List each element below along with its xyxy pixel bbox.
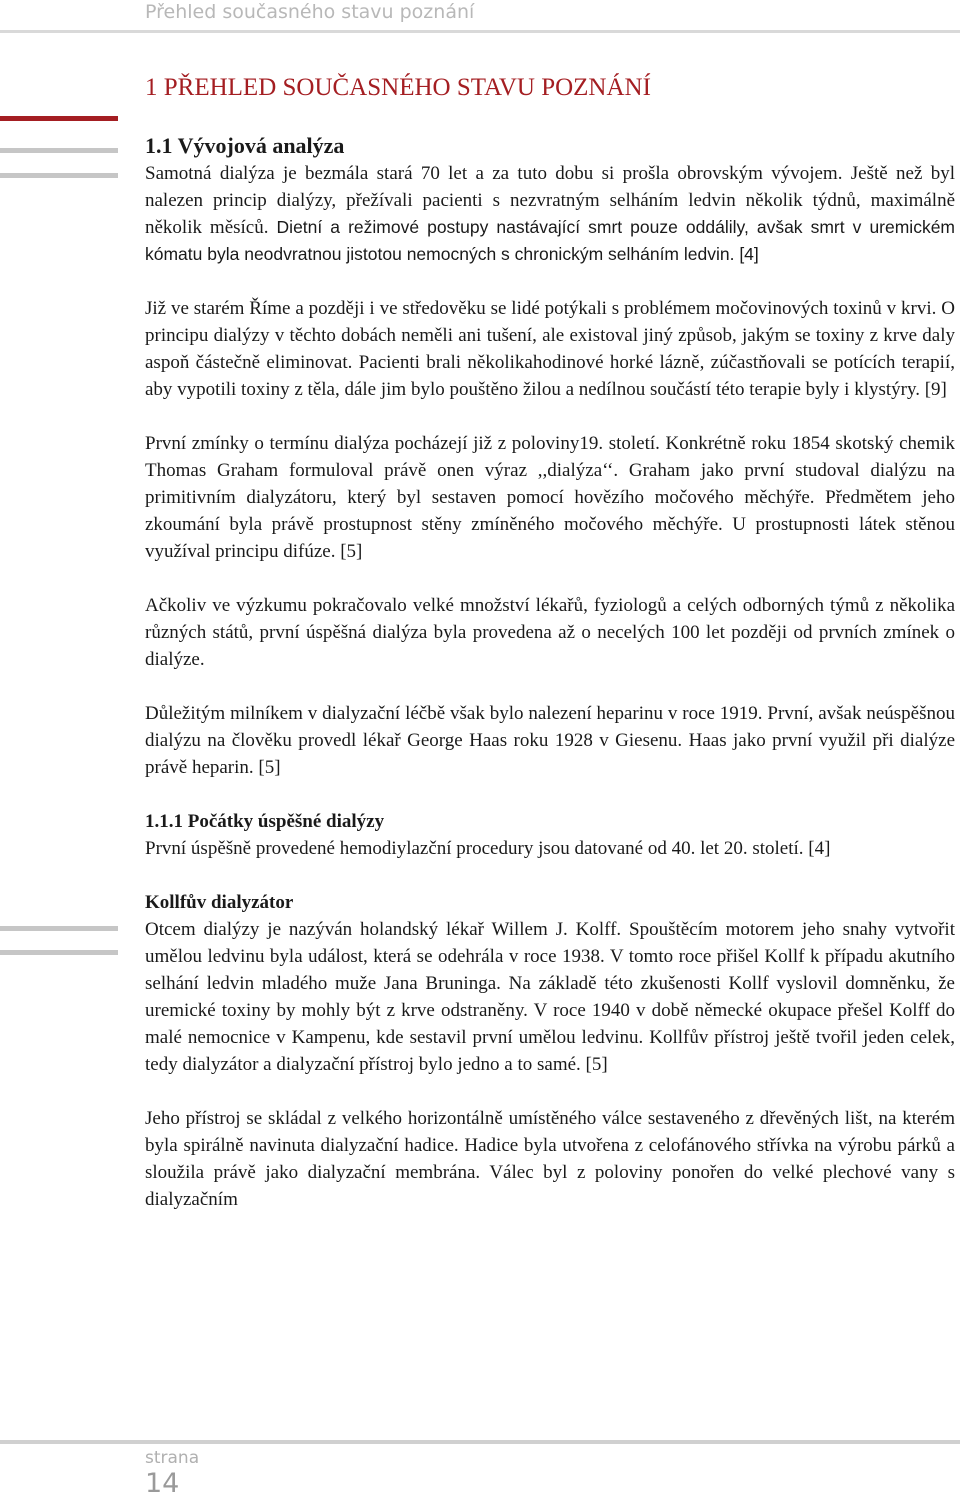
paragraph: Otcem dialýzy je nazýván holandský lékař Willem J. Kolff. Spouštěcím motorem jeho snahy vytvořit umělou ledvinu byla událost, která se odehrála v roce 1938. V tomto roce přišel Kollf k případu akutního selhání ledvin mladého muže Jana Bruninga. Na základě této zkušenosti Kollf vyslovil domněnku, že uremické toxiny by mohly být z krve odstraněny. V roce 1940 v době německé okupace přešel Kolff do malé nemocnice v Kampenu, kde sestavil první umělou ledvinu. Kollfův přístroj ještě tvořil jeden celek, tedy dialyzátor a dialyzační přístroj bylo jedno a to samé. [5] [145,919,955,1075]
section-title: 1.1 Vývojová analýza [145,133,345,158]
running-header: Přehled současného stavu poznání [145,1,475,23]
subheading: Kollfův dialyzátor [145,892,294,913]
paragraph: Jeho přístroj se skládal z velkého horizontálně umístěného válce sestaveného z dřevěných lišt, na kterém byla spirálně navinuta dialyzační hadice. Hadice byla utvořena z celofánového střívka na výrobu párků a sloužila právě jako dialyzační membrána. Válec byl z poloviny ponořen do velké plechové vany s dialyzačním [145,1108,955,1210]
paragraph: Ačkoliv ve výzkumu pokračovalo velké množství lékařů, fyziologů a celých odborných týmů z několika různých států, první úspěšná dialýza byla provedena až o necelých 100 let později od prvních zmínek o dialýze. [145,595,955,670]
paragraph: První úspěšně provedené hemodiylazční procedury jsou datované od 40. let 20. století. [4] [145,838,831,859]
paragraph: První zmínky o termínu dialýza pocházejí již z poloviny19. století. Konkrétně roku 1854 skotský chemik Thomas Graham formuloval právě onen výraz ,,dialýza‘‘. Graham jako první studoval dialýzu na primitivním dialyzátoru, který byl sestaven pomocí hovězího močového měchýře. Předmětem jeho zkoumání byla právě prostupnost stěny zmíněného močového měchýře. U prostupnosti látek stěnou využíval principu difúze. [5] [145,433,955,562]
paragraph-text: Samotná dialýza je bezmála stará 70 let a za tuto dobu si prošla obrovským vývojem. Ještě než byl nalezen princip dialýzy, přežívali pacienti s nezvratným selháním ledvin několik týdnů, maximálně několik měsíců. [145,163,955,238]
footer-divider [0,1440,960,1444]
subsection-title: 1.1.1 Počátky úspěšné dialýzy [145,811,385,832]
page-body [145,72,955,1213]
chapter-title: 1 PŘEHLED SOUČASNÉHO STAVU POZNÁNÍ [145,74,651,101]
margin-accent-gray [0,173,118,178]
paragraph [145,160,955,268]
page-number: 14 [145,1468,180,1499]
margin-accent-gray [0,148,118,153]
paragraph: Důležitým milníkem v dialyzační léčbě však bylo nalezení heparinu v roce 1919. První, avšak neúspěšnou dialýzu na člověku provedl lékař George Haas roku 1928 v Giesenu. Haas jako první využil při dialýze právě heparin. [5] [145,703,955,778]
margin-accent-gray [0,950,118,955]
header-divider [0,30,960,33]
margin-accent-red [0,116,118,121]
page-label: strana [145,1448,200,1468]
paragraph: Již ve starém Říme a později i ve středověku se lidé potýkali s problémem močovinových toxinů v krvi. O principu dialýzy v těchto dobách neměli ani tušení, ale existoval jiný způsob, jakým se toxiny z krve daly aspoň částečně eliminovat. Pacienti brali několikahodinové horké lázně, zúčastňovali se potících terapií, aby vypotili toxiny z těla, dále jim bylo pouštěno žilou a nedílnou součástí této terapie byly i klystýry. [9] [145,298,955,400]
paragraph-text-sans: Dietní a režimové postupy nastávající smrt pouze oddálily, avšak smrt v uremickém kómatu byla neodvratnou jistotou nemocných s chronickým selháním ledvin. [4] [145,217,956,264]
margin-accent-gray [0,926,118,931]
